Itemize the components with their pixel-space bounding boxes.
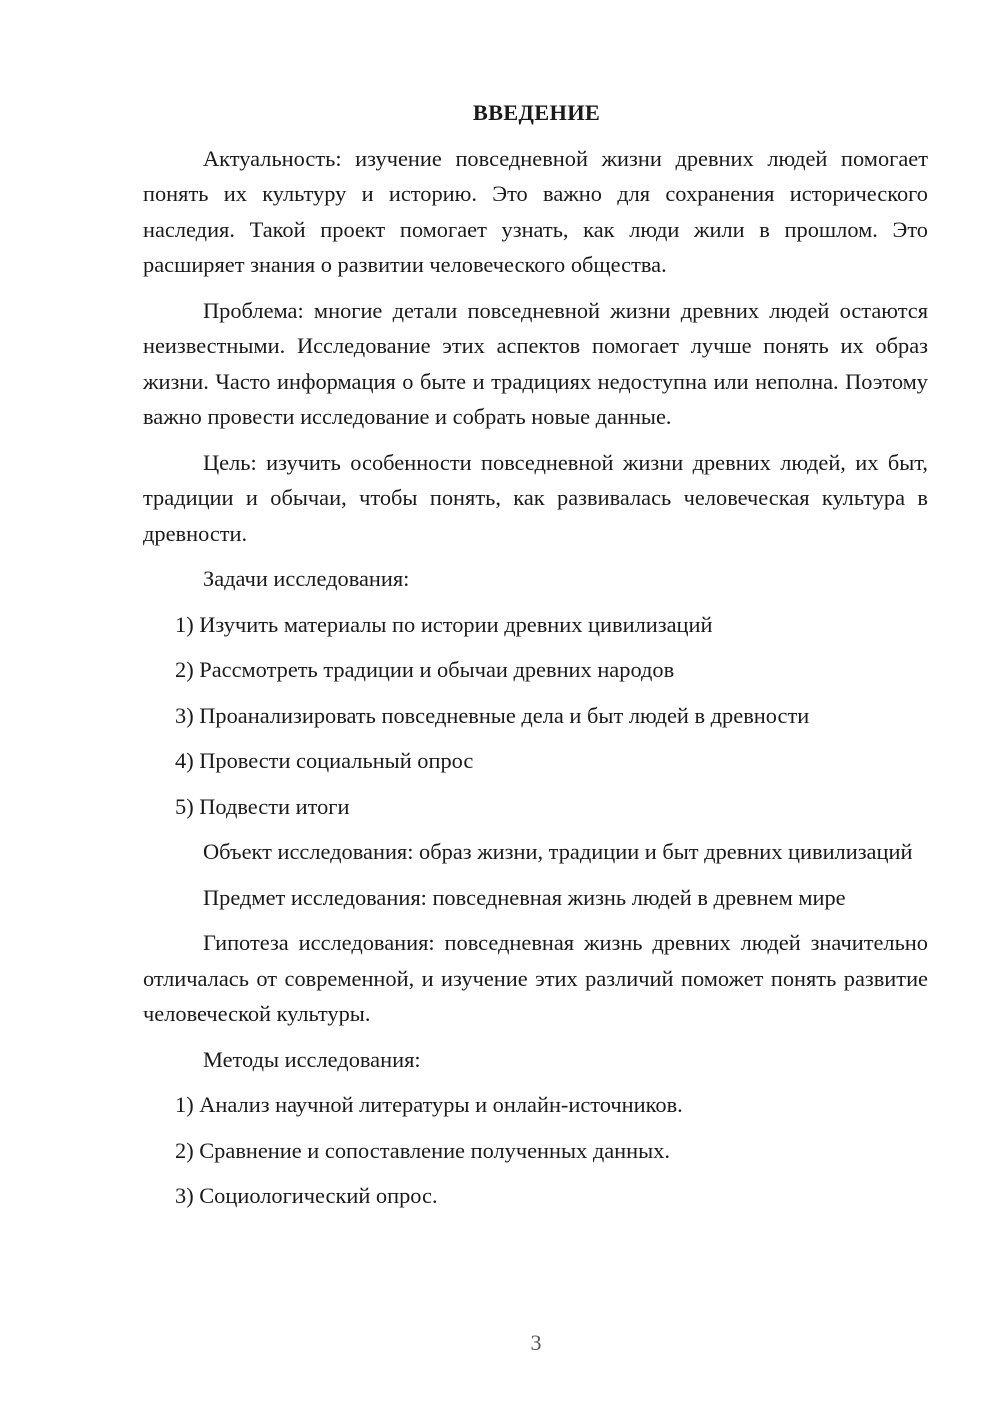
object-paragraph: Объект исследования: образ жизни, традиции и быт древних цивилизаций <box>203 839 913 864</box>
tasks-list <box>143 607 928 825</box>
list-item: 1) Изучить материалы по истории древних цивилизаций <box>175 611 713 637</box>
list-item: 4) Провести социальный опрос <box>175 748 474 773</box>
list-item: 2) Рассмотреть традиции и обычаи древних народов <box>175 657 675 682</box>
methods-list <box>143 1087 928 1214</box>
list-item: 3) Социологический опрос. <box>175 1183 438 1208</box>
list-item: 3) Проанализировать повседневные дела и быт людей в древности <box>175 702 810 728</box>
tasks-title: Задачи исследования: <box>203 566 410 591</box>
relevance-paragraph: Актуальность: изучение повседневной жизни древних людей помогает понять их культуру и историю. Это важно для сохранения исторического наследия. Такой проект помогает узнать, как люди жили в прошлом. Это расширяет знания о развитии человеческого общества. <box>143 145 928 277</box>
problem-paragraph: Проблема: многие детали повседневной жизни древних людей остаются неизвестными. Исследование этих аспектов помогает лучше понять их образ жизни. Часто информация о быте и традициях недоступна или неполна. Поэтому важно провести исследование и собрать новые данные. <box>143 297 928 429</box>
subject-paragraph: Предмет исследования: повседневная жизнь людей в древнем мире <box>203 884 846 910</box>
page-content <box>143 95 928 1224</box>
page-heading: ВВЕДЕНИЕ <box>472 100 601 125</box>
page-number: 3 <box>530 1330 542 1355</box>
methods-title: Методы исследования: <box>203 1046 421 1072</box>
list-item: 1) Анализ научной литературы и онлайн-источников. <box>175 1092 683 1117</box>
goal-paragraph: Цель: изучить особенности повседневной жизни древних людей, их быт, традиции и обычаи, чтобы понять, как развивалась человеческая культура в древности. <box>143 449 928 546</box>
list-item: 5) Подвести итоги <box>175 793 350 819</box>
list-item: 2) Сравнение и сопоставление полученных данных. <box>175 1137 670 1163</box>
hypothesis-paragraph: Гипотеза исследования: повседневная жизнь древних людей значительно отличалась от современной, и изучение этих различий поможет понять развитие человеческой культуры. <box>143 930 928 1026</box>
